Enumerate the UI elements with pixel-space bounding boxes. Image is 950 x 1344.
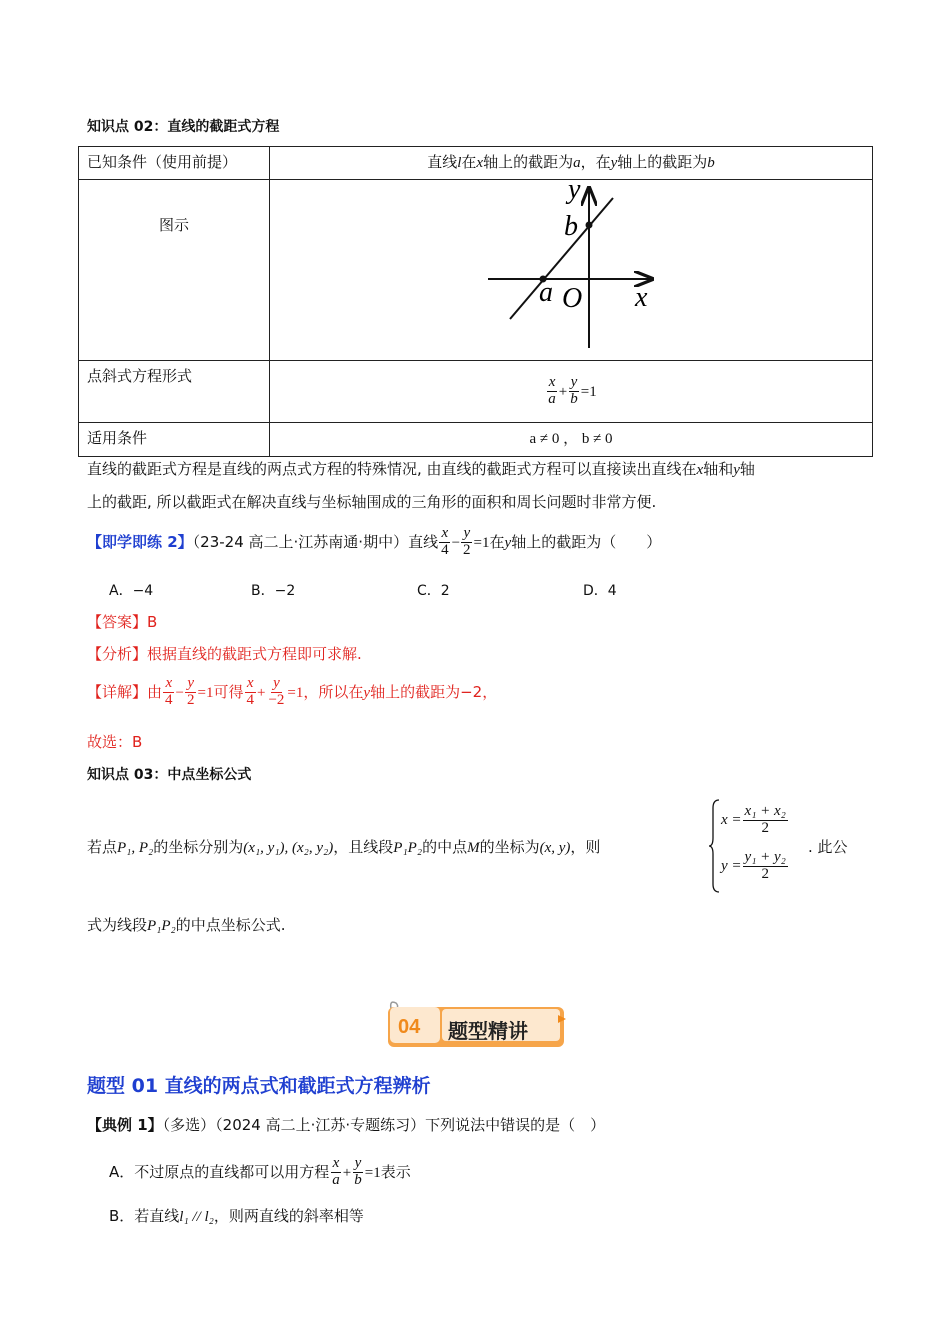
row4-value: a ≠ 0 ， b ≠ 0 bbox=[270, 423, 873, 457]
brace-icon bbox=[709, 798, 721, 894]
fig-origin-label: O bbox=[562, 283, 583, 314]
row4-label: 适用条件 bbox=[79, 423, 270, 457]
fig-y-label: y bbox=[568, 180, 581, 205]
row3-label: 点斜式方程形式 bbox=[79, 361, 270, 423]
example1-question: 【典例 1】（多选）（2024 高二上·江苏·专题练习）下列说法中错误的是（ ） bbox=[87, 1116, 606, 1134]
section-banner bbox=[386, 1001, 568, 1049]
kp03-title: 知识点 03：中点坐标公式 bbox=[87, 767, 252, 783]
row1-label: 已知条件（使用前提） bbox=[79, 147, 270, 180]
fig-b-label: b bbox=[564, 211, 578, 242]
midpoint-x-eq: x = $\frac{\text{x₁ + x₂}}{2}$ bbox=[721, 803, 786, 836]
choice-line: 故选：B bbox=[87, 733, 143, 751]
example1-option-b: B．若直线l₁ // l₂，则两直线的斜率相等 bbox=[109, 1207, 364, 1225]
axes-diagram bbox=[480, 180, 880, 361]
midpoint-line2: 式为线段P₁P₂的中点坐标公式. bbox=[87, 916, 286, 934]
row3-formula: $\frac{x}{a}$ + $\frac{y}{b}$ =1 bbox=[270, 361, 873, 423]
midpoint-text-end: . 此公 bbox=[808, 838, 848, 856]
practice-question: 【即学即练 2】（23-24 高二上·江苏南通·期中）直线 $\frac{x}{4}$ − $\frac{y}{2}$ =1在y轴上的截距为（ ） bbox=[87, 525, 662, 558]
practice-option-c: C．2 bbox=[417, 583, 450, 599]
y-intercept-point bbox=[586, 222, 593, 229]
midpoint-y-eq: y = $\frac{\text{y₁ + y₂}}{2}$ bbox=[721, 849, 786, 882]
practice-option-d: D．4 bbox=[583, 583, 617, 599]
detail-line: 【详解】由 $\frac{x}{4}$ − $\frac{y}{2}$ =1可得 $\frac{x}{4}$ + $\frac{y}{-2}$ =1，所以在y轴上的截距为−2， bbox=[87, 675, 498, 708]
banner-number: 04 bbox=[398, 1016, 421, 1038]
row1-value: 直线l在x轴上的截距为a，在y轴上的截距为b bbox=[270, 147, 873, 180]
intercept-paragraph-line2: 上的截距, 所以截距式在解决直线与坐标轴围成的三角形的面积和周长问题时非常方便. bbox=[87, 493, 657, 511]
intercept-figure bbox=[270, 180, 873, 361]
midpoint-system bbox=[709, 798, 814, 894]
row2-label: 图示 bbox=[79, 180, 270, 361]
kp02-table bbox=[78, 146, 873, 457]
intercept-paragraph: 直线的截距式方程是直线的两点式方程的特殊情况, 由直线的截距式方程可以直接读出直线在x轴和y轴 bbox=[87, 460, 755, 478]
midpoint-text: 若点P₁, P₂的坐标分别为(x₁, y₁), (x₂, y₂)，且线段P₁P₂的中点M的坐标为(x, y)，则 bbox=[87, 838, 601, 856]
fig-x-label: x bbox=[635, 282, 648, 313]
practice-option-a: A．−4 bbox=[109, 583, 154, 599]
fig-a-label: a bbox=[539, 277, 553, 308]
analysis-line: 【分析】根据直线的截距式方程即可求解. bbox=[87, 645, 362, 663]
answer-line: 【答案】B bbox=[87, 613, 158, 631]
example1-option-a: A．不过原点的直线都可以用方程 $\frac{x}{a}$ + $\frac{y}{b}$ =1表示 bbox=[109, 1155, 411, 1188]
kp02-title: 知识点 02：直线的截距式方程 bbox=[87, 119, 280, 135]
practice-option-b: B．−2 bbox=[251, 583, 296, 599]
banner-label: 题型精讲 bbox=[448, 1019, 528, 1043]
type01-heading: 题型 01 直线的两点式和截距式方程辨析 bbox=[87, 1075, 431, 1097]
